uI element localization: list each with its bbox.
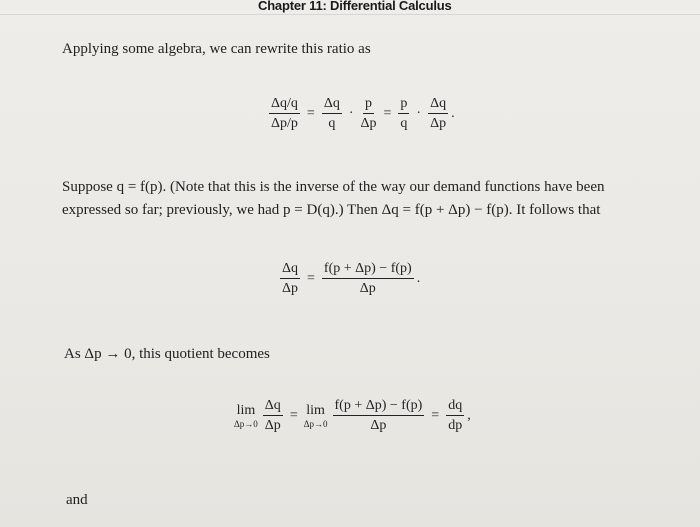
- numerator: Δq/q: [269, 96, 300, 114]
- fraction: [398, 96, 409, 132]
- equals-sign: =: [431, 408, 440, 423]
- chapter-header: Chapter 11: Differential Calculus: [258, 0, 452, 13]
- numerator: f(p + Δp) − f(p): [333, 398, 425, 416]
- denominator: Δp: [430, 116, 447, 131]
- denominator: q: [400, 116, 408, 131]
- fraction: [333, 398, 425, 434]
- denominator: Δp: [360, 116, 377, 131]
- denominator: Δp: [282, 281, 299, 296]
- equals-sign: =: [383, 106, 392, 121]
- fraction: [446, 398, 464, 434]
- fraction: [263, 398, 283, 434]
- equals-sign: =: [307, 271, 315, 286]
- denominator: q: [328, 116, 336, 131]
- header-divider: [0, 14, 700, 15]
- limit-operator: [304, 404, 328, 429]
- numerator: Δq: [428, 96, 448, 114]
- limit-word: lim: [236, 402, 256, 418]
- limit-subscript: Δp→0: [234, 418, 258, 429]
- equation-punctuation: ,: [467, 408, 471, 423]
- denominator: Δp: [264, 418, 281, 433]
- numerator: f(p + Δp) − f(p): [322, 261, 414, 279]
- paragraph-limit-intro: As Δp → 0, this quotient becomes: [64, 346, 270, 362]
- paragraph-line: Suppose q = f(p). (Note that this is the inverse of the way our demand functions have been: [62, 179, 605, 195]
- equation-punctuation: .: [451, 106, 455, 121]
- numerator: p: [398, 96, 409, 114]
- paragraph-ratio-intro: Applying some algebra, we can rewrite this ratio as: [62, 41, 371, 57]
- limit-word: lim: [306, 402, 325, 418]
- equals-sign: =: [289, 408, 298, 423]
- denominator: dp: [448, 418, 463, 433]
- fraction: [280, 261, 300, 297]
- numerator: dq: [446, 398, 464, 416]
- equation-difference-quotient: [277, 261, 420, 297]
- denominator: Δp/p: [271, 116, 298, 131]
- fraction: [322, 261, 414, 297]
- equation-ratio-rewrite: [266, 96, 455, 132]
- paragraph-and: and: [66, 492, 88, 508]
- paragraph-line: expressed so far; previously, we had p = D(q).) Then Δq = f(p + Δp) − f(p). It follows that: [62, 202, 601, 218]
- limit-operator: [234, 404, 258, 429]
- equation-punctuation: .: [416, 271, 421, 286]
- numerator: Δq: [280, 261, 300, 279]
- limit-subscript: Δp→0: [303, 418, 328, 429]
- fraction: [322, 96, 342, 132]
- paragraph-suppose: [62, 176, 662, 222]
- denominator: Δp: [359, 281, 376, 296]
- equals-sign: =: [306, 106, 315, 121]
- numerator: p: [363, 96, 374, 114]
- denominator: Δp: [370, 418, 387, 433]
- numerator: Δq: [263, 398, 283, 416]
- equation-limit-derivative: [232, 398, 471, 434]
- dot-operator: ·: [416, 106, 422, 121]
- fraction: [428, 96, 448, 132]
- numerator: Δq: [322, 96, 342, 114]
- fraction: [269, 96, 300, 132]
- dot-operator: ·: [348, 106, 354, 121]
- fraction: [361, 96, 377, 132]
